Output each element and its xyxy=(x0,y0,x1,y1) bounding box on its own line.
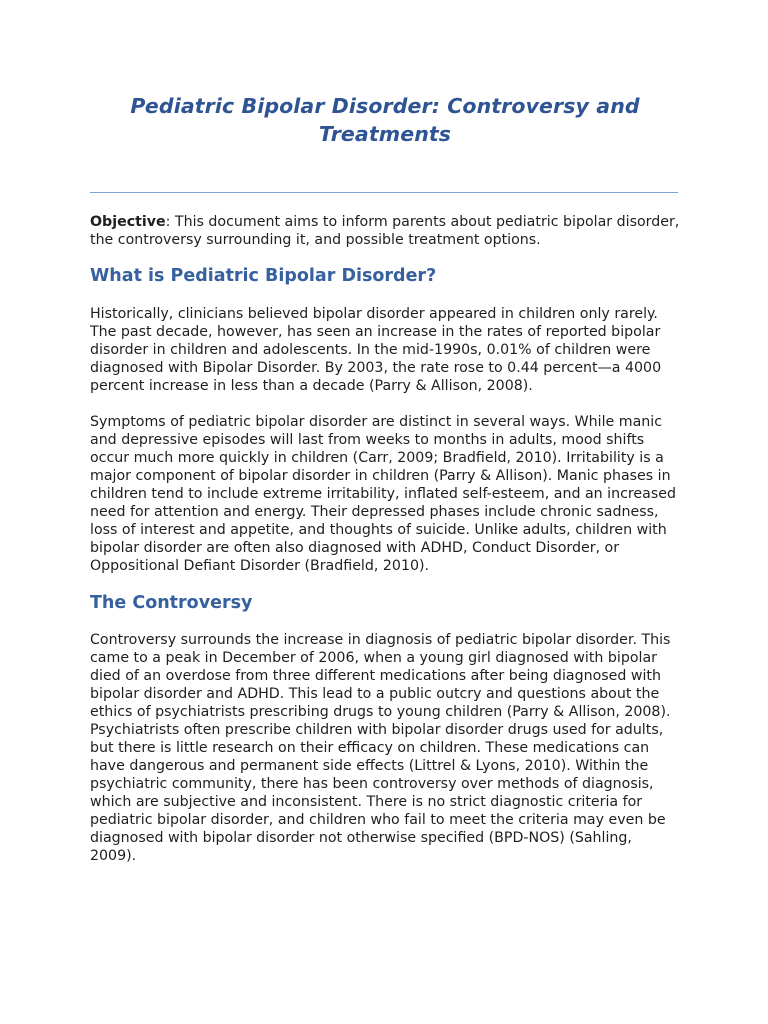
paragraph-history: Historically, clinicians believed bipolar disorder appeared in children only rarely. The past decade, however, has seen an increase in the rates of reported bipolar disorder in children and adolescents. In the mid-1990s, 0.01% of children were diagnosed with Bipolar Disorder. By 2003, the rate rose to 0.44 percent—a 4000 percent increase in less than a decade (Parry & Allison, 2008). xyxy=(90,306,662,394)
section-heading-what-is: What is Pediatric Bipolar Disorder? xyxy=(90,266,437,286)
paragraph-symptoms: Symptoms of pediatric bipolar disorder are distinct in several ways. While manic and depressive episodes will last from weeks to months in adults, mood shifts occur much more quickly in children (Carr, 2009; Bradfield, 2010). Irritability is a major component of bipolar disorder in children (Parry & Allison). Manic phases in children tend to include extreme irritability, inflated self-esteem, and an increased need for attention and energy. Their depressed phases include chronic sadness, loss of interest and appetite, and thoughts of suicide. Unlike adults, children with bipolar disorder are often also diagnosed with ADHD, Conduct Disorder, or Oppositional Defiant Disorder (Bradfield, 2010). xyxy=(90,414,676,574)
objective-label: Objective xyxy=(90,214,166,230)
document-page xyxy=(90,0,680,865)
title-divider xyxy=(90,192,678,193)
objective-text: : This document aims to inform parents about pediatric bipolar disorder, the controversy surrounding it, and possible treatment options. xyxy=(90,214,680,248)
document-title: Pediatric Bipolar Disorder: Controversy and Treatments xyxy=(130,94,640,146)
section-heading-controversy: The Controversy xyxy=(90,593,253,613)
paragraph-controversy: Controversy surrounds the increase in diagnosis of pediatric bipolar disorder. This came to a peak in December of 2006, when a young girl diagnosed with bipolar died of an overdose from three different medications after being diagnosed with bipolar disorder and ADHD. This lead to a public outcry and questions about the ethics of psychiatrists prescribing drugs to young children (Parry & Allison, 2008). Psychiatrists often prescribe children with bipolar disorder drugs used for adults, but there is little research on their efficacy on children. These medications can have dangerous and permanent side effects (Littrel & Lyons, 2010). Within the psychiatric community, there has been controversy over methods of diagnosis, which are subjective and inconsistent. There is no strict diagnostic criteria for pediatric bipolar disorder, and children who fail to meet the criteria may even be diagnosed with bipolar disorder not otherwise specified (BPD-NOS) (Sahling, 2009). xyxy=(90,632,671,864)
objective-paragraph xyxy=(90,213,680,249)
